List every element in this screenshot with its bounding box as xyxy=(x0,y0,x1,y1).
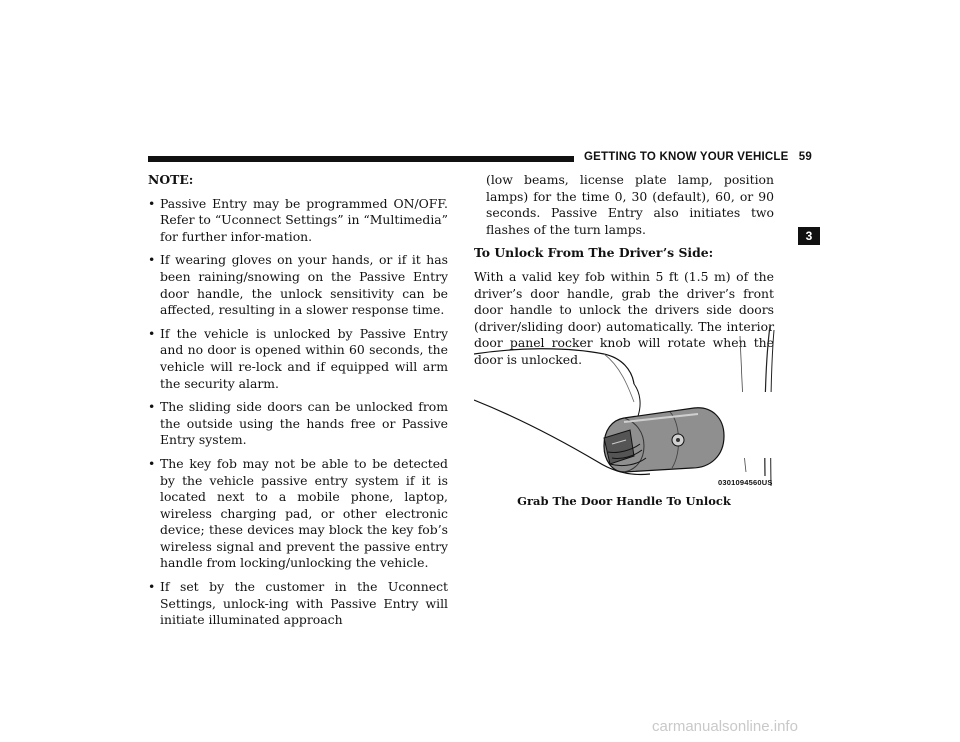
figure-caption: Grab The Door Handle To Unlock xyxy=(517,494,731,508)
list-item: • The sliding side doors can be unlocked from the outside using the hands free or Passive Entry system. xyxy=(148,399,448,448)
chapter-tab: 3 xyxy=(798,227,820,245)
bullet-continuation: (low beams, license plate lamp, position lamps) for the time 0, 30 (default), 60, or 90 seconds. Passive Entry also initiates two flashes of the turn lamps. xyxy=(486,172,774,237)
list-item: • If set by the customer in the Uconnect Settings, unlock-ing with Passive Entry will initiate illuminated approach xyxy=(148,579,448,628)
bullet-icon: • xyxy=(148,325,156,341)
header-rule xyxy=(148,156,574,162)
body-paragraph: With a valid key fob within 5 ft (1.5 m) of the driver’s door handle, grab the driver’s front door handle to unlock the drivers side doors (driver/sliding door) automatically. The interior door panel rocker knob will rotate when the door is unlocked. xyxy=(474,268,774,367)
left-column xyxy=(148,172,448,636)
list-item: • Passive Entry may be programmed ON/OFF. Refer to “Uconnect Settings” in “Multimedia” for further infor-mation. xyxy=(148,195,448,244)
page-number: 59 xyxy=(798,151,812,163)
running-header xyxy=(584,151,812,163)
door-handle-illustration xyxy=(474,326,776,490)
note-label: NOTE: xyxy=(148,172,194,187)
figure-code: 0301094560US xyxy=(718,478,773,487)
list-item: • If the vehicle is unlocked by Passive Entry and no door is opened within 60 seconds, the vehicle will re-lock and if equipped will arm the security alarm. xyxy=(148,325,448,391)
bullet-icon: • xyxy=(148,195,156,211)
subheading: To Unlock From The Driver’s Side: xyxy=(474,245,714,261)
section-title: GETTING TO KNOW YOUR VEHICLE xyxy=(584,151,789,163)
list-item: • If wearing gloves on your hands, or if it has been raining/snowing on the Passive Entry door handle, the unlock sensitivity can be affected, resulting in a slower response time. xyxy=(148,252,448,318)
bullet-icon: • xyxy=(148,579,156,595)
bullet-icon: • xyxy=(148,399,156,415)
list-item: • The key fob may not be able to be detected by the vehicle passive entry system if it is located next to a mobile phone, laptop, wireless charging pad, or other electronic device; these devices may block the key fob’s wireless signal and prevent the passive entry handle from locking/unlocking the vehicle. xyxy=(148,455,448,571)
watermark: carmanualsonline.info xyxy=(652,718,798,735)
bullet-icon: • xyxy=(148,455,156,471)
bullet-icon: • xyxy=(148,252,156,268)
